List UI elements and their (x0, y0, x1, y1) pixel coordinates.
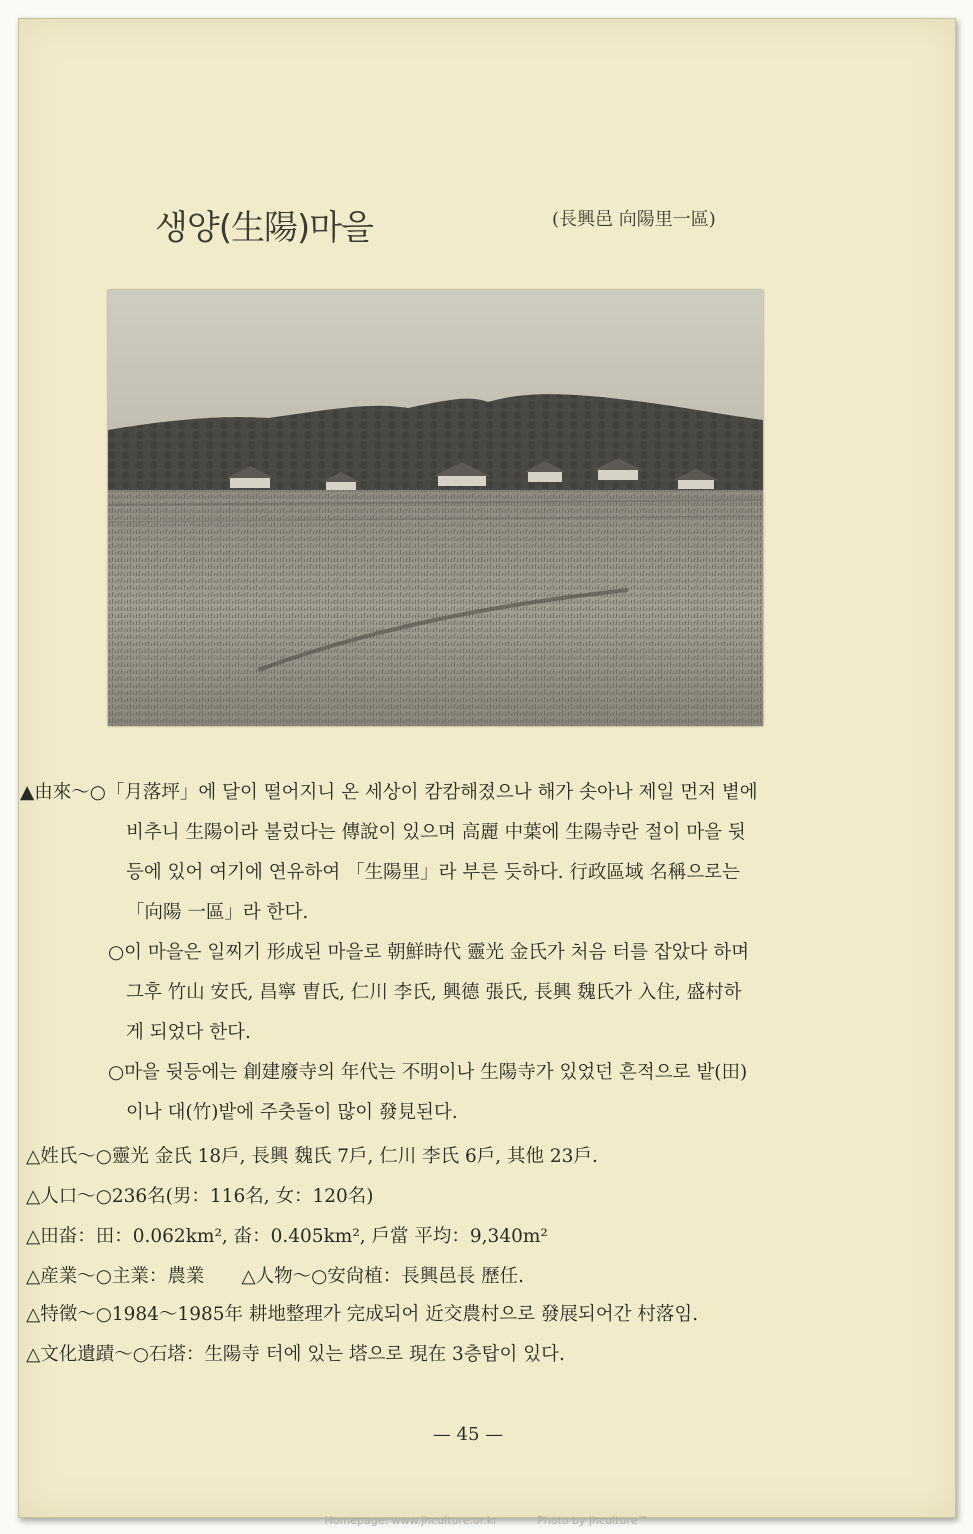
origin-line-3: 등에 있어 여기에 연유하여 「生陽里」라 부른 듯하다. 行政區域 名稱으로는 (126, 862, 740, 883)
temple-line-2: 이나 대(竹)밭에 주춧돌이 많이 發見된다. (126, 1102, 458, 1123)
footer (0, 1514, 973, 1527)
heritage-line: △文化遺蹟～○石塔：生陽寺 터에 있는 塔으로 現在 3층탑이 있다. (26, 1344, 565, 1365)
origin-line-4: 「向陽 一區」라 한다. (126, 902, 309, 923)
origin-line-1: ▲由來～○「月落坪」에 달이 떨어지니 온 세상이 캄캄해졌으나 해가 솟아나 제일 먼저 볕에 (20, 782, 758, 803)
location-subtitle: (長興邑 向陽里一區) (552, 209, 716, 230)
features-line: △特徵～○1984～1985年 耕地整理가 完成되어 近交農村으로 發展되어간 村落임. (26, 1304, 699, 1325)
footer-homepage: Homepage: www.jhculture.or.kr (324, 1514, 498, 1527)
origin-line-2: 비추니 生陽이라 불렀다는 傳說이 있으며 高麗 中葉에 生陽寺란 절이 마을 뒷 (126, 822, 746, 843)
temple-line-1: ○마을 뒷등에는 創建廢寺의 年代는 不明이나 生陽寺가 있었던 흔적으로 밭(田) (108, 1062, 748, 1083)
industry-person-line: △産業～○主業：農業 △人物～○安尙植：長興邑長 歷任. (26, 1266, 525, 1287)
village-landscape-photo (108, 290, 763, 726)
history-line-3: 게 되었다 한다. (126, 1022, 251, 1043)
landscape-photo-icon (108, 290, 763, 726)
population-line: △人口～○236名(男：116名, 女：120名) (26, 1186, 374, 1207)
surnames-line: △姓氏～○靈光 金氏 18戶, 長興 魏氏 7戶, 仁川 李氏 6戶, 其他 23戶. (26, 1146, 598, 1167)
footer-photo-credit: Photo by jhculture™ (537, 1514, 649, 1527)
page-title: 생양(生陽)마을 (155, 208, 373, 248)
farmland-line: △田畓：田：0.062km², 畓：0.405km², 戶當 平均：9,340m² (26, 1226, 548, 1247)
history-line-1: ○이 마을은 일찌기 形成된 마을로 朝鮮時代 靈光 金氏가 처음 터를 잡았다 하며 (108, 942, 750, 963)
page-number: — 45 — (432, 1424, 504, 1445)
history-line-2: 그후 竹山 安氏, 昌寧 曺氏, 仁川 李氏, 興德 張氏, 長興 魏氏가 入住, 盛村하 (126, 982, 742, 1003)
